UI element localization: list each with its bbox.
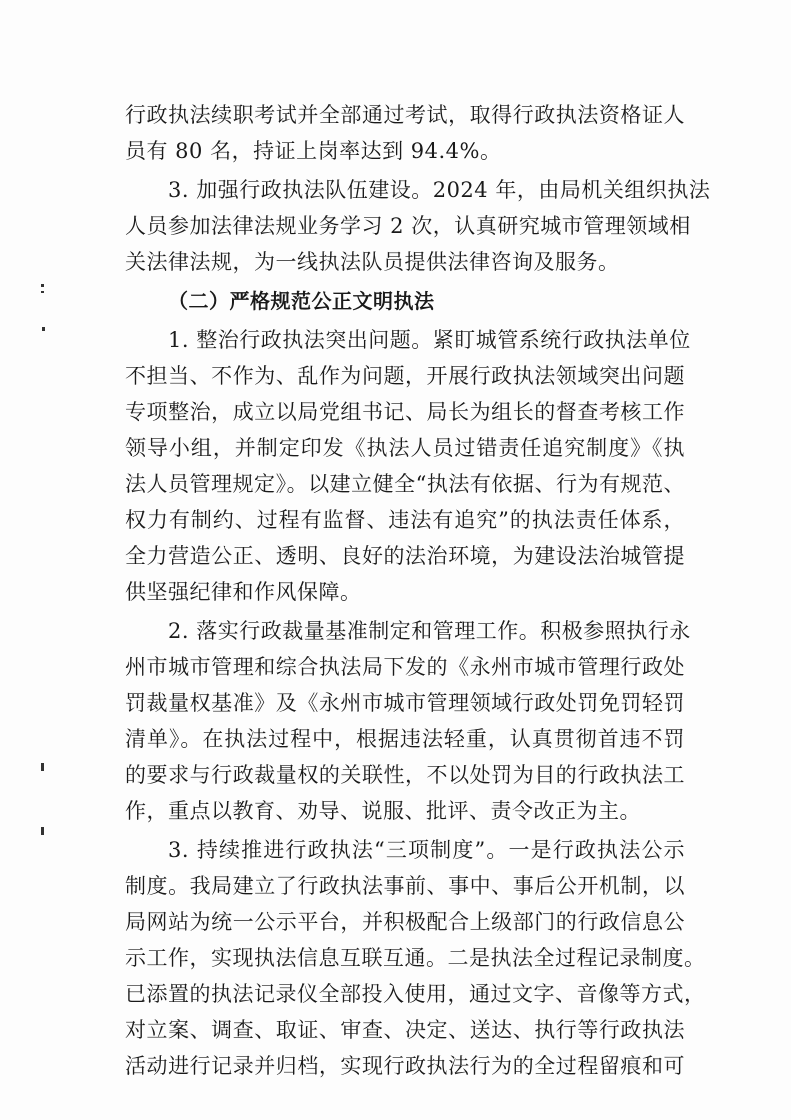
text-line: 对立案、调查、取证、审查、决定、送达、执行等行政执法 <box>125 1018 685 1042</box>
scan-mark <box>41 763 44 771</box>
text-line: 作，重点以教育、劝导、说服、批评、责令改正为主。 <box>125 799 641 823</box>
text-line: 不担当、不作为、乱作为问题，开展行政执法领域突出问题 <box>125 364 685 388</box>
text-line: 2. 落实行政裁量基准制定和管理工作。积极参照执行永 <box>168 619 691 643</box>
text-line: 活动进行记录并归档，实现行政执法行为的全过程留痕和可 <box>125 1054 685 1078</box>
section-heading: （二）严格规范公正文明执法 <box>168 289 435 313</box>
text-line: 3. 加强行政执法队伍建设。2024 年，由局机关组织执法 <box>168 178 711 202</box>
text-line: 局网站为统一公示平台，并积极配合上级部门的行政信息公 <box>125 910 685 934</box>
scan-mark <box>41 284 44 287</box>
text-line: 人员参加法律法规业务学习 2 次，认真研究城市管理领域相 <box>125 214 691 238</box>
text-line: 专项整治，成立以局党组书记、局长为组长的督查考核工作 <box>125 400 685 424</box>
text-line: 3. 持续推进行政执法“三项制度”。一是行政执法公示 <box>168 838 685 862</box>
text-line: 已添置的执法记录仪全部投入使用，通过文字、音像等方式， <box>125 982 706 1006</box>
text-line: 关法律法规，为一线执法队员提供法律咨询及服务。 <box>125 250 620 274</box>
text-line: 供坚强纪律和作风保障。 <box>125 580 362 604</box>
text-line: 法人员管理规定》。以建立健全“执法有依据、行为有规范、 <box>125 472 685 496</box>
scan-mark <box>41 291 44 293</box>
text-line: 清单》。在执法过程中，根据违法轻重，认真贯彻首违不罚 <box>125 727 685 751</box>
text-line: 州市城市管理和综合执法局下发的《永州市城市管理行政处 <box>125 655 685 679</box>
text-line: 员有 80 名，持证上岗率达到 94.4%。 <box>125 139 502 163</box>
text-line: 领导小组，并制定印发《执法人员过错责任追究制度》《执 <box>125 436 685 460</box>
text-line: 权力有制约、过程有监督、违法有追究”的执法责任体系， <box>125 508 685 532</box>
text-line: 行政执法续职考试并全部通过考试，取得行政执法资格证人 <box>125 103 685 127</box>
scan-mark <box>41 827 44 835</box>
scan-mark <box>42 327 45 331</box>
text-line: 示工作，实现执法信息互联互通。二是执法全过程记录制度。 <box>125 946 706 970</box>
text-line: 的要求与行政裁量权的关联性，不以处罚为目的行政执法工 <box>125 763 685 787</box>
text-line: 1. 整治行政执法突出问题。紧盯城管系统行政执法单位 <box>168 328 691 352</box>
text-line: 罚裁量权基准》及《永州市城市管理领域行政处罚免罚轻罚 <box>125 691 685 715</box>
text-line: 制度。我局建立了行政执法事前、事中、事后公开机制，以 <box>125 874 685 898</box>
text-line: 全力营造公正、透明、良好的法治环境，为建设法治城管提 <box>125 544 685 568</box>
